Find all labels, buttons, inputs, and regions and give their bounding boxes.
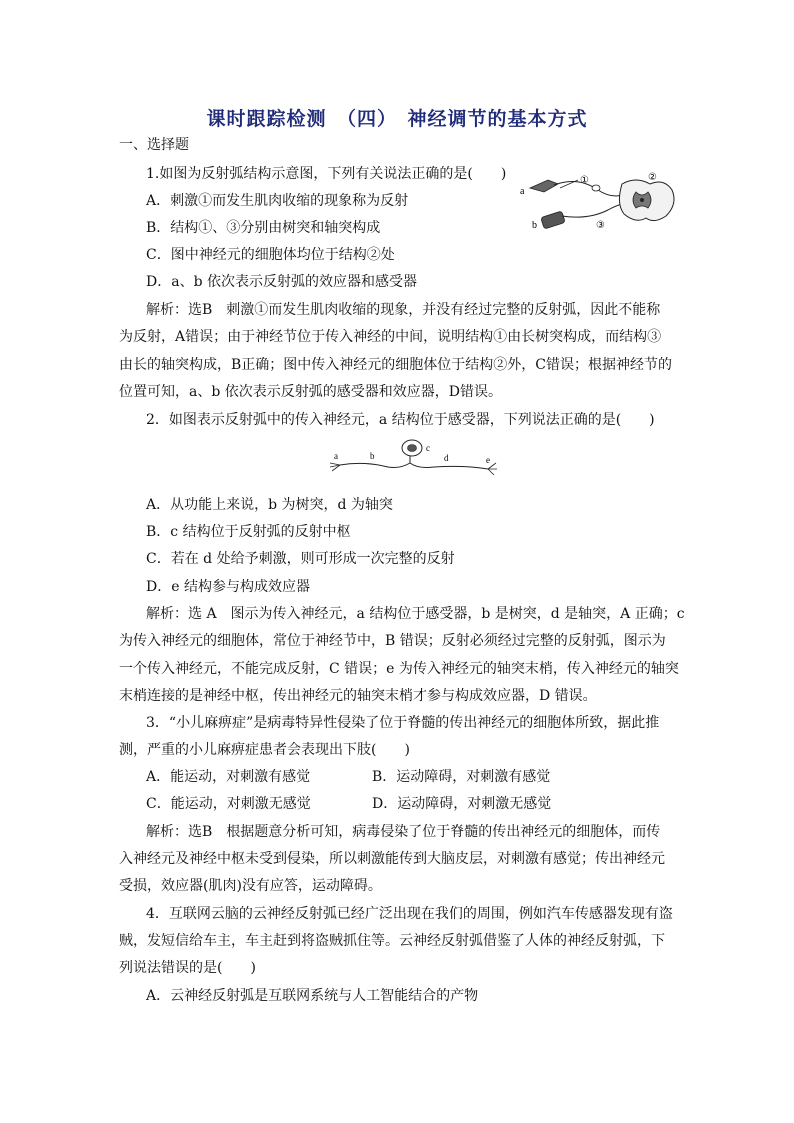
q4-stem-line: 贼，发短信给车主，车主赶到将盗贼抓住等。云神经反射弧借鉴了人体的神经反射弧，下 bbox=[119, 933, 665, 949]
page-title: 课时跟踪检测 （四） 神经调节的基本方式 bbox=[206, 108, 588, 130]
q1-stem: 1.如图为反射弧结构示意图，下列有关说法正确的是( ) bbox=[146, 166, 507, 182]
q3-stem-line: 测，严重的小儿麻痹症患者会表现出下肢( ) bbox=[119, 742, 410, 758]
q2-fig-label-b: b bbox=[370, 451, 375, 461]
q3-option-b: B．运动障碍，对刺激有感觉 bbox=[372, 769, 551, 785]
q2-fig-label-d: d bbox=[444, 453, 449, 463]
q3-analysis-line: 解析：选B 根据题意分析可知，病毒侵染了位于脊髓的传出神经元的细胞体，而传 bbox=[146, 824, 661, 840]
afferent-neuron-figure bbox=[324, 437, 500, 481]
q1-fig-label-a: a bbox=[520, 186, 525, 197]
q2-fig-label-a: a bbox=[334, 451, 338, 461]
section-heading: 一、选择题 bbox=[119, 137, 189, 153]
q2-option-c: C．若在 d 处给予刺激，则可形成一次完整的反射 bbox=[146, 551, 455, 567]
q1-option-b: B．结构①、③分别由树突和轴突构成 bbox=[146, 220, 381, 236]
q2-option-d: D．e 结构参与构成效应器 bbox=[146, 579, 310, 595]
q2-analysis-line: 解析：选 A 图示为传入神经元，a 结构位于感受器，b 是树突，d 是轴突，A 正确；c bbox=[146, 606, 685, 622]
q3-option-a: A．能运动，对刺激有感觉 bbox=[146, 769, 311, 785]
q1-fig-label-3: ③ bbox=[596, 220, 605, 231]
q4-stem-line: 列说法错误的是( ) bbox=[119, 960, 256, 976]
q4-option-a: A．云神经反射弧是互联网系统与人工智能结合的产物 bbox=[146, 988, 479, 1004]
q1-option-d: D．a、b 依次表示反射弧的效应器和感受器 bbox=[146, 274, 417, 290]
q3-stem-line: 3．“小儿麻痹症”是病毒特异性侵染了位于脊髓的传出神经元的细胞体所致，据此推 bbox=[146, 715, 660, 731]
q2-stem: 2．如图表示反射弧中的传入神经元，a 结构位于感受器，下列说法正确的是( ) bbox=[146, 412, 655, 428]
q3-analysis-line: 入神经元及神经中枢未受到侵染，所以刺激能传到大脑皮层，对刺激有感觉；传出神经元 bbox=[119, 851, 665, 867]
q2-analysis-line: 为传入神经元的细胞体，常位于神经节中，B 错误；反射必须经过完整的反射弧，图示为 bbox=[119, 633, 666, 649]
q1-fig-label-1: ① bbox=[580, 175, 589, 186]
q2-fig-label-e: e bbox=[486, 455, 490, 465]
q1-analysis-line: 解析：选B 刺激①而发生肌肉收缩的现象，并没有经过完整的反射弧，因此不能称 bbox=[146, 302, 661, 318]
q1-fig-label-2: ② bbox=[648, 172, 657, 183]
q3-option-d: D．运动障碍，对刺激无感觉 bbox=[372, 796, 552, 812]
q1-analysis-line: 为反射，A错误；由于神经节位于传入神经的中间，说明结构①由长树突构成，而结构③ bbox=[119, 329, 662, 345]
q4-stem-line: 4．互联网云脑的云神经反射弧已经广泛出现在我们的周围，例如汽车传感器发现有盗 bbox=[146, 906, 673, 922]
q3-option-c: C．能运动，对刺激无感觉 bbox=[146, 796, 311, 812]
q3-analysis-line: 受损，效应器(肌肉)没有应答，运动障碍。 bbox=[119, 878, 382, 894]
q2-option-b: B．c 结构位于反射弧的反射中枢 bbox=[146, 524, 351, 540]
q1-fig-label-b: b bbox=[532, 220, 537, 231]
reflex-arc-figure bbox=[518, 168, 694, 236]
q1-analysis-line: 位置可知，a、b 依次表示反射弧的感受器和效应器，D错误。 bbox=[119, 384, 502, 400]
q2-fig-label-c: c bbox=[426, 443, 430, 453]
q2-analysis-line: 末梢连接的是神经中枢，传出神经元的轴突末梢才参与构成效应器，D 错误。 bbox=[119, 688, 597, 704]
q2-analysis-line: 一个传入神经元，不能完成反射，C 错误；e 为传入神经元的轴突末梢，传入神经元的轴突 bbox=[119, 661, 679, 677]
q2-option-a: A．从功能上来说，b 为树突，d 为轴突 bbox=[146, 497, 393, 513]
q1-option-a: A．刺激①而发生肌肉收缩的现象称为反射 bbox=[146, 193, 409, 209]
q1-option-c: C．图中神经元的细胞体均位于结构②处 bbox=[146, 247, 395, 263]
q1-analysis-line: 由长的轴突构成，B正确；图中传入神经元的细胞体位于结构②外，C错误；根据神经节的 bbox=[119, 357, 672, 373]
